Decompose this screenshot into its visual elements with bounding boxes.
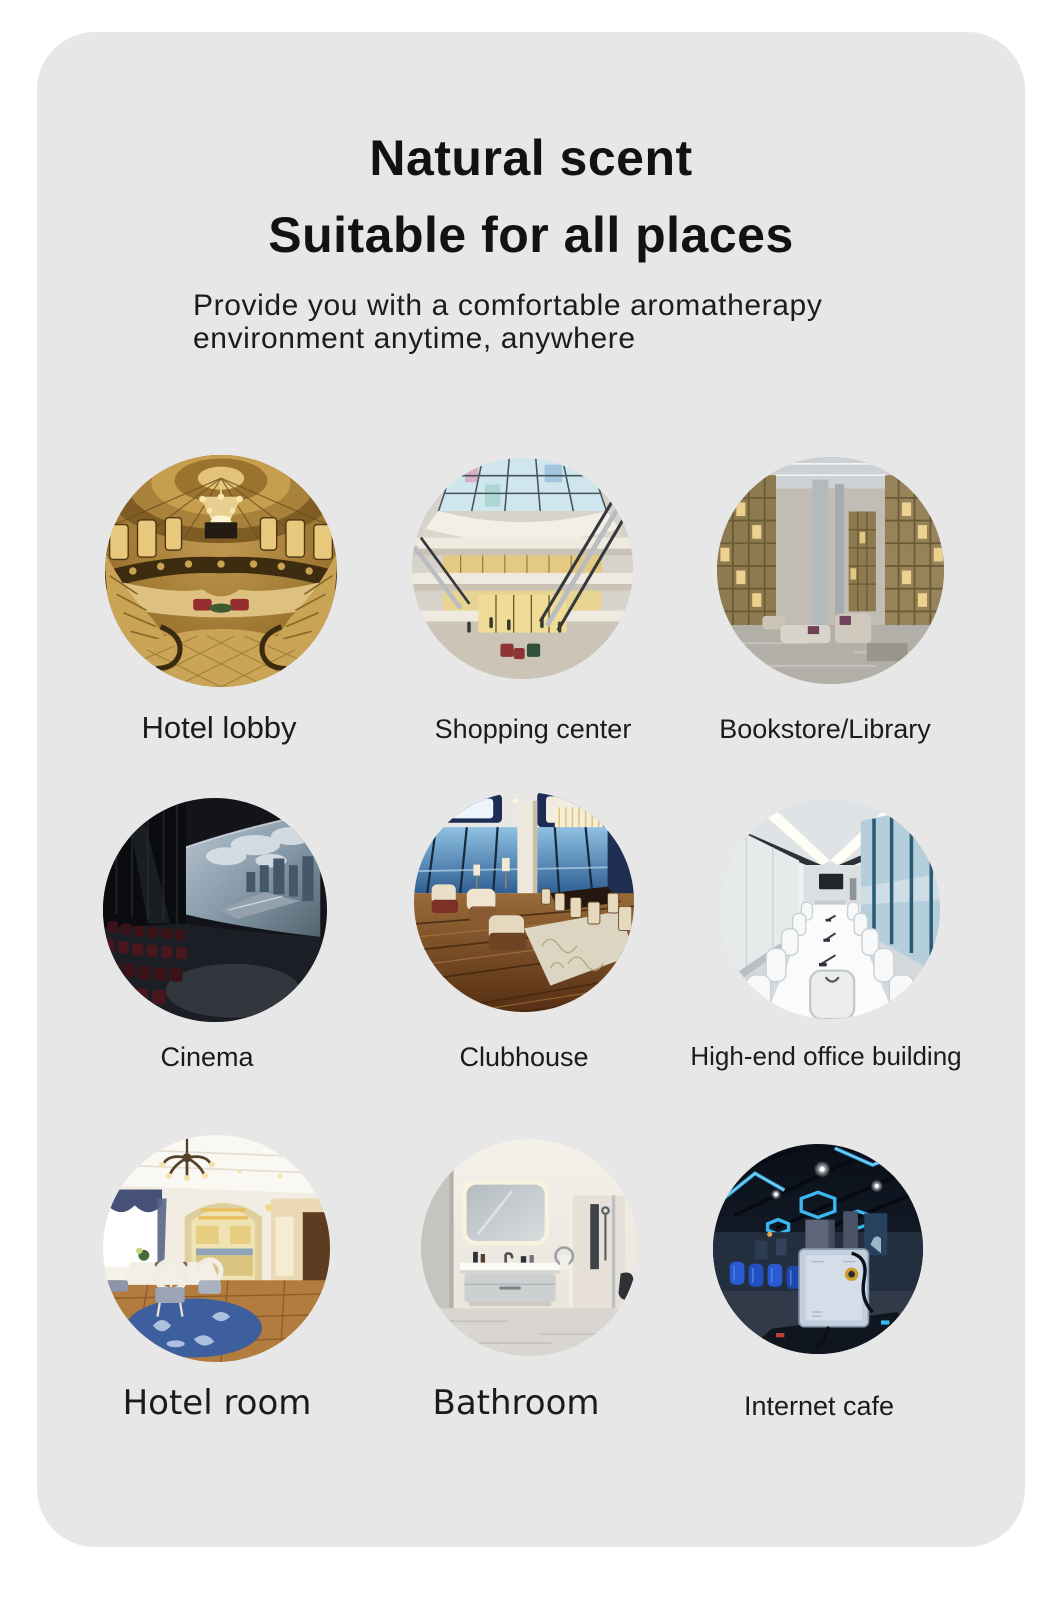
clubhouse-illustration [414,792,634,1012]
cinema-photo [103,798,327,1022]
page-subtitle [193,289,913,355]
bookstore-library-photo [717,457,944,684]
bathroom-photo [421,1139,638,1356]
grid-item-label-hotel-room: Hotel room [122,1383,312,1423]
shopping-center-photo [412,458,633,679]
office-building-photo [720,799,940,1019]
bookstore-library-illustration [717,457,944,684]
grid-item-label-bookstore-library: Bookstore/Library [719,714,931,744]
office-building-illustration [720,799,940,1019]
grid-item-label-clubhouse: Clubhouse [459,1042,589,1072]
hotel-room-illustration [103,1135,330,1362]
page-title-line1: Natural scent [369,130,693,186]
shopping-center-illustration [412,458,633,679]
bathroom-illustration [421,1139,638,1356]
cinema-illustration [103,798,327,1022]
internet-cafe-photo [713,1144,923,1354]
grid-item-label-office-building: High-end office building [690,1041,962,1071]
page-title-line2: Suitable for all places [268,207,794,263]
grid-item-label-cinema: Cinema [160,1042,254,1072]
subtitle-line2: environment anytime, anywhere [193,322,636,355]
hotel-lobby-photo [105,455,337,687]
internet-cafe-illustration [713,1144,923,1354]
clubhouse-photo [414,792,634,1012]
hotel-lobby-illustration [105,455,337,687]
grid-item-label-shopping-center: Shopping center [434,714,632,744]
grid-item-label-bathroom: Bathroom [432,1383,600,1423]
subtitle-line1: Provide you with a comfortable aromatherapy [193,289,823,322]
grid-item-label-internet-cafe: Internet cafe [743,1391,895,1421]
grid-item-label-hotel-lobby: Hotel lobby [141,710,297,745]
hotel-room-photo [103,1135,330,1362]
